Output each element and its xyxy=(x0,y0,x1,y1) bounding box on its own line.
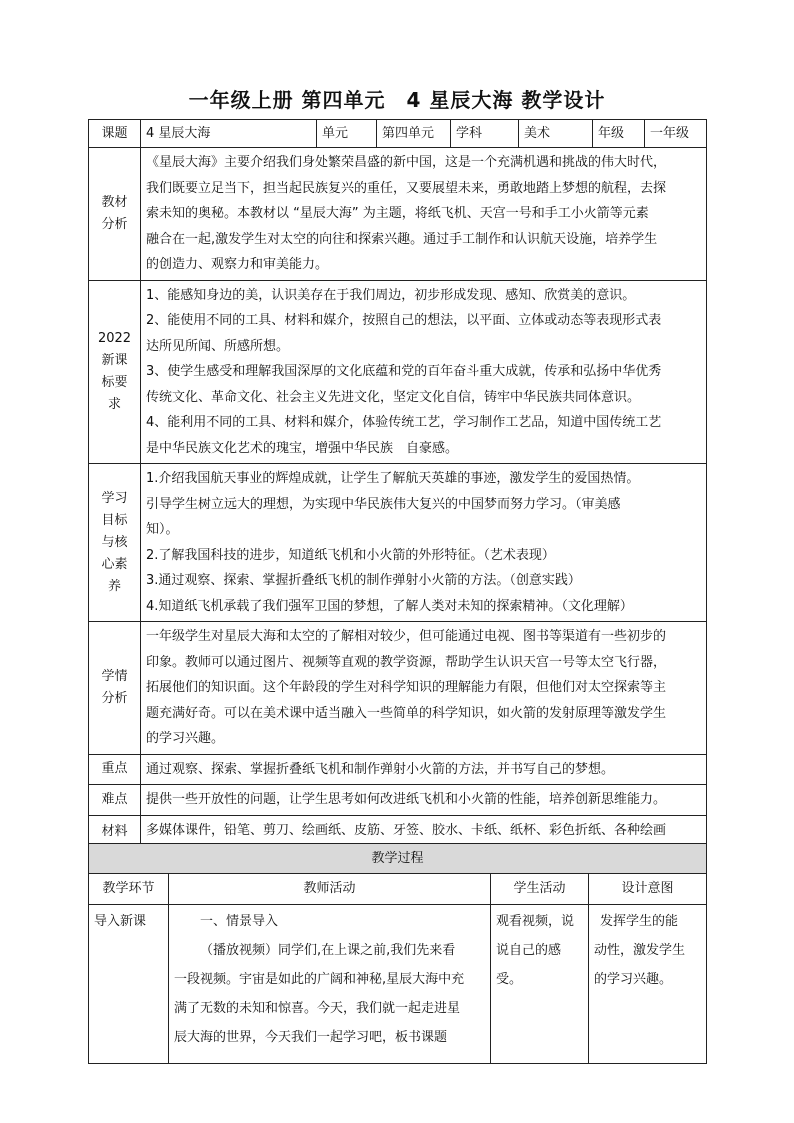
key-points-text: 通过观察、探索、掌握折叠纸飞机和制作弹射小火箭的方法，并书写自己的梦想。 xyxy=(141,754,707,785)
student-activity-cell: 观看视频，说 说自己的感受。 xyxy=(491,905,589,1064)
page-title: 一年级上册 第四单元 4 星辰大海 教学设计 xyxy=(188,88,606,112)
materials-label: 材料 xyxy=(89,815,141,871)
learning-goals-label: 学习 目标 与核 心素 养 xyxy=(89,464,141,622)
teaching-process-table xyxy=(88,843,707,1064)
grade-value: 一年级 xyxy=(645,120,707,148)
difficulties-row xyxy=(89,785,707,816)
column-teacher-activity: 教师活动 xyxy=(169,874,491,905)
material-analysis-text: 《星辰大海》主要介绍我们身处繁荣昌盛的新中国，这是一个充满机遇和挑战的伟大时代， 我们既要立足当下，担当起民族复兴的重任，又要展望未来，勇敢地踏上梦想的航程，去探 索未知的奥秘。本教材以 “星辰大海” 为主题，将纸飞机、天宫一号和手工小火箭等元素 融合在一起,激发学生对太空的向往和探索兴趣。通过手工制作和认识航天设施，培养学生 的创造力、观察力和审美能力。 xyxy=(141,148,707,281)
difficulties-text: 提供一些开放性的问题，让学生思考如何改进纸飞机和小火箭的性能，培养创新思维能力。 xyxy=(141,785,707,816)
learning-goals-row xyxy=(89,464,707,622)
column-stage: 教学环节 xyxy=(89,874,169,905)
material-analysis-row xyxy=(89,148,707,281)
curriculum-standard-label: 2022 新课 标要 求 xyxy=(89,280,141,464)
materials-text: 多媒体课件，铅笔、剪刀、绘画纸、皮筋、牙签、胶水、卡纸、纸杯、彩色折纸、各种绘画 xyxy=(141,815,707,871)
header-row xyxy=(89,120,707,148)
material-analysis-label: 教材 分析 xyxy=(89,148,141,281)
process-header-row xyxy=(89,874,707,905)
course-label: 课题 xyxy=(89,120,141,148)
unit-label: 单元 xyxy=(317,120,377,148)
learner-analysis-label: 学情 分析 xyxy=(89,622,141,755)
subject-value: 美术 xyxy=(519,120,593,148)
design-intent-cell: 发挥学生的能 动性，激发学生 的学习兴趣。 xyxy=(589,905,707,1064)
subject-label: 学科 xyxy=(451,120,519,148)
course-value: 4 星辰大海 xyxy=(141,120,317,148)
learner-analysis-row xyxy=(89,622,707,755)
grade-label: 年级 xyxy=(593,120,645,148)
process-title: 教学过程 xyxy=(89,844,707,874)
learning-goals-text: 1.介绍我国航天事业的辉煌成就，让学生了解航天英雄的事迹，激发学生的爱国热情。 引导学生树立远大的理想，为实现中华民族伟大复兴的中国梦而努力学习。（审美感 知）。 2.了解我国科技的进步，知道纸飞机和小火箭的外形特征。（艺术表现） 3.通过观察、探索、掌握折叠纸飞机的制作弹射小火箭的方法。（创意实践） 4.知道纸飞机承载了我们强军卫国的梦想，了解人类对未知的探索精神。（文化理解） xyxy=(141,464,707,622)
difficulties-label: 难点 xyxy=(89,785,141,816)
stage-cell: 导入新课 xyxy=(89,905,169,1064)
key-points-row xyxy=(89,754,707,785)
process-title-row xyxy=(89,844,707,874)
learner-analysis-text: 一年级学生对星辰大海和太空的了解相对较少，但可能通过电视、图书等渠道有一些初步的 印象。教师可以通过图片、视频等直观的教学资源，帮助学生认识天宫一号等太空飞行器， 拓展他们的知识面。这个年龄段的学生对科学知识的理解能力有限，但他们对太空探索等主 题充满好奇。可以在美术课中适当融入一些简单的科学知识，如火箭的发射原理等激发学生 的学习兴趣。 xyxy=(141,622,707,755)
lesson-info-table xyxy=(88,119,707,872)
column-design-intent: 设计意图 xyxy=(589,874,707,905)
teacher-activity-cell: 一、情景导入 （播放视频）同学们,在上课之前,我们先来看 一段视频。宇宙是如此的广阔和神秘,星辰大海中充 满了无数的未知和惊喜。今天，我们就一起走进星 辰大海的世界，今天我们一起学习吧，板书课题 xyxy=(169,905,491,1064)
curriculum-standard-row xyxy=(89,280,707,464)
unit-value: 第四单元 xyxy=(377,120,451,148)
table-row xyxy=(89,905,707,1064)
curriculum-standard-text: 1、能感知身边的美，认识美存在于我们周边，初步形成发现、感知、欣赏美的意识。 2、能使用不同的工具、材料和媒介，按照自己的想法，以平面、立体或动态等表现形式表 达所见所闻、所感所想。 3、使学生感受和理解我国深厚的文化底蕴和党的百年奋斗重大成就，传承和弘扬中华优秀 传统文化、革命文化、社会主义先进文化，坚定文化自信，铸牢中华民族共同体意识。 4、能利用不同的工具、材料和媒介，体验传统工艺，学习制作工艺品，知道中国传统工艺 是中华民族文化艺术的瑰宝，增强中华民族 自豪感。 xyxy=(141,280,707,464)
column-student-activity: 学生活动 xyxy=(491,874,589,905)
key-points-label: 重点 xyxy=(89,754,141,785)
